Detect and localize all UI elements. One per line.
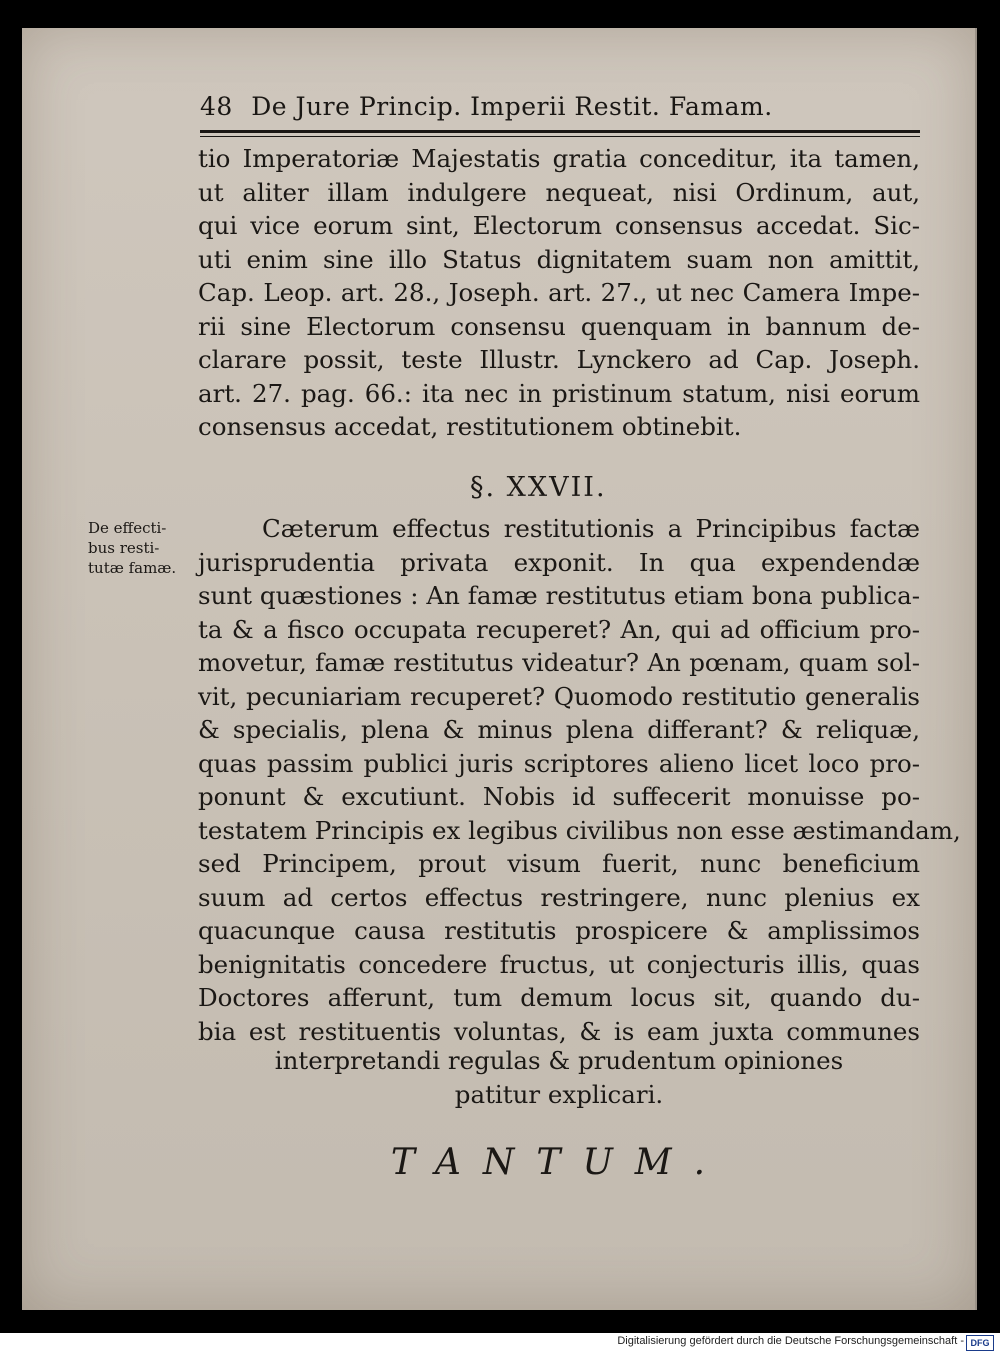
text-line: Doctores afferunt, tum demum locus sit, quando du- xyxy=(198,983,920,1012)
running-head xyxy=(200,92,920,121)
text-line: tio Imperatoriæ Majestatis gratia conceditur, ita tamen, xyxy=(198,144,920,173)
text-line: qui vice eorum sint, Electorum consensus accedat. Sic- xyxy=(198,211,920,240)
header-rule-thin xyxy=(200,136,920,137)
text-line: ponunt & excutiunt. Nobis id suffecerit monuisse po- xyxy=(198,782,920,811)
page-number: 48 xyxy=(200,92,233,121)
text-line: Cap. Leop. art. 28., Joseph. art. 27., ut nec Camera Impe- xyxy=(198,278,920,307)
margin-note: De effecti- bus resti- tutæ famæ. xyxy=(88,519,177,577)
section-heading: §. XXVII. xyxy=(470,472,607,503)
text-line: benignitatis concedere fructus, ut conjecturis illis, quas xyxy=(198,949,920,979)
text-line: quas passim publici juris scriptores alieno licet loco pro- xyxy=(198,748,920,778)
text-line: art. 27. pag. 66.: ita nec in pristinum statum, nisi eorum xyxy=(198,378,920,408)
header-rule xyxy=(200,130,920,133)
closing-line: interpretandi regulas & prudentum opiniones xyxy=(274,1046,844,1075)
text-line: uti enim sine illo Status dignitatem suam non amittit, xyxy=(198,244,920,274)
footer-credit: Digitalisierung gefördert durch die Deutsche Forschungsgemeinschaft - xyxy=(617,1335,964,1347)
text-line: testatem Principis ex legibus civilibus non esse æstimandam, xyxy=(198,815,961,845)
text-line: consensus accedat, restitutionem obtinebit. xyxy=(198,412,742,441)
text-line: sunt quæstiones : An famæ restitutus etiam bona publica- xyxy=(198,581,920,610)
text-line: clarare possit, teste Illustr. Lynckero ad Cap. Joseph. xyxy=(198,345,920,374)
text-line: jurisprudentia privata exponit. In qua expendendæ xyxy=(198,547,920,577)
text-line: bia est restituentis voluntas, & is eam juxta communes xyxy=(198,1016,920,1046)
running-title: De Jure Princip. Imperii Restit. Famam. xyxy=(251,92,773,121)
text-line: & specialis, plena & minus plena differant? & reliquæ, xyxy=(198,715,920,744)
text-line: ut aliter illam indulgere nequeat, nisi Ordinum, aut, xyxy=(198,177,920,207)
finis: TANTUM. xyxy=(390,1142,728,1183)
text-line: Cæterum effectus restitutionis a Principibus factæ xyxy=(262,514,920,543)
text-line: suum ad certos effectus restringere, nunc plenius ex xyxy=(198,882,920,912)
text-line: ta & a fisco occupata recuperet? An, qui ad officium pro- xyxy=(198,614,920,644)
dfg-logo-icon: DFG xyxy=(966,1335,994,1351)
text-line: rii sine Electorum consensu quenquam in bannum de- xyxy=(198,311,920,341)
text-line: movetur, famæ restitutus videatur? An pœnam, quam sol- xyxy=(198,648,920,677)
text-line: quacunque causa restitutis prospicere & amplissimos xyxy=(198,916,920,945)
paragraph-main xyxy=(198,512,961,1048)
closing-line: patitur explicari. xyxy=(454,1080,664,1109)
text-line: vit, pecuniariam recuperet? Quomodo restitutio generalis xyxy=(198,681,920,711)
paragraph-continuation xyxy=(198,142,920,444)
text-line: sed Principem, prout visum fuerit, nunc beneficium xyxy=(198,849,920,878)
